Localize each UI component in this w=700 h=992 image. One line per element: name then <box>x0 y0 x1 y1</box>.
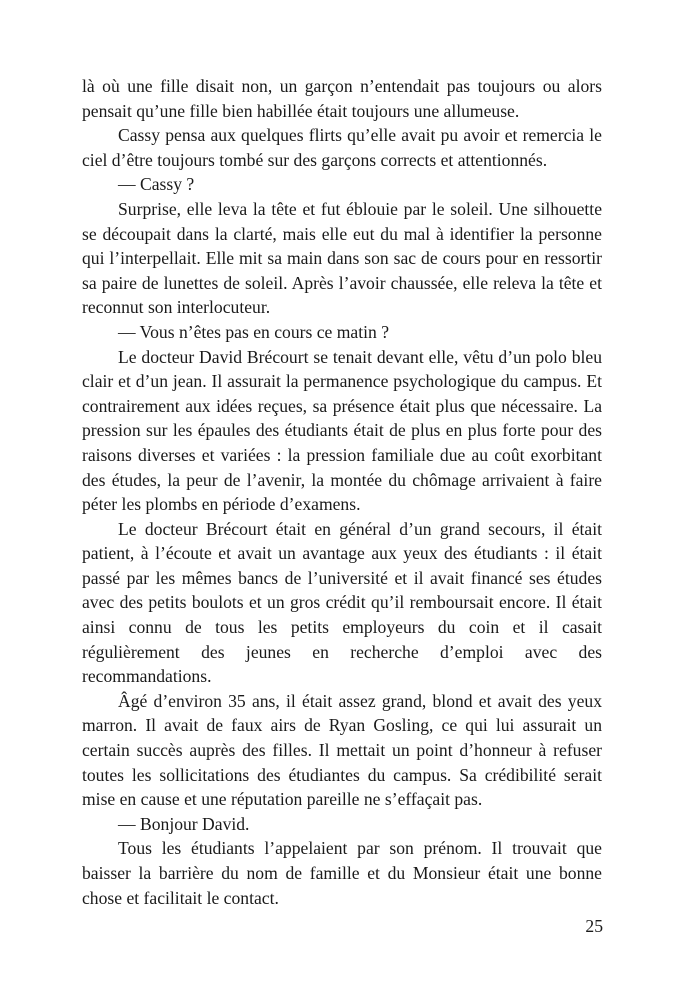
paragraph: Surprise, elle leva la tête et fut éblouie par le soleil. Une silhouette se découpait dans la clarté, mais elle eut du mal à identifier la personne qui l’interpellait. Elle mit sa main dans son sac de cours pour en ressortir sa paire de lunettes de soleil. Après l’avoir chaussée, elle releva la tête et reconnut son interlocuteur. <box>82 198 602 318</box>
paragraph: là où une fille disait non, un garçon n’entendait pas toujours ou alors pensait qu’une fille bien habillée était toujours une allumeuse. <box>82 76 602 121</box>
paragraph: Tous les étudiants l’appelaient par son prénom. Il trouvait que baisser la barrière du nom de famille et du Monsieur était une bonne chose et facilitait le contact. <box>82 838 602 908</box>
paragraph: Le docteur David Brécourt se tenait devant elle, vêtu d’un polo bleu clair et d’un jean. Il assurait la permanence psychologique du campus. Et contrairement aux idées reçues, sa présence était plus que nécessaire. La pression sur les épaules des étudiants était de plus en plus forte pour des raisons diverses et variées : la pression familiale due au coût exorbitant des études, la peur de l’avenir, la montée du chômage arrivaient à faire péter les plombs en période d’examens. <box>82 346 602 515</box>
dialogue-line: — Cassy ? <box>118 174 195 195</box>
paragraph: Le docteur Brécourt était en général d’un grand secours, il était patient, à l’écoute et avait un avantage aux yeux des étudiants : il était passé par les mêmes bancs de l’université et il avait financé ses études avec des petits boulots et un gros crédit qu’il remboursait encore. Il était ainsi connu de tous les petits employeurs du coin et il casait régulièrement des jeunes en recherche d’emploi avec des recommandations. <box>82 518 602 687</box>
paragraph: Cassy pensa aux quelques flirts qu’elle avait pu avoir et remercia le ciel d’être toujours tombé sur des garçons corrects et attentionnés. <box>82 125 602 170</box>
page-body <box>82 74 602 910</box>
page-number: 25 <box>585 916 603 936</box>
paragraph: Âgé d’environ 35 ans, il était assez grand, blond et avait des yeux marron. Il avait de faux airs de Ryan Gosling, ce qui lui assurait un certain succès auprès des filles. Il mettait un point d’honneur à refuser toutes les sollicitations des étudiantes du campus. Sa crédibilité serait mise en cause et une réputation pareille ne s’effaçait pas. <box>82 690 602 810</box>
dialogue-line: — Bonjour David. <box>118 813 250 834</box>
dialogue-line: — Vous n’êtes pas en cours ce matin ? <box>118 321 390 342</box>
